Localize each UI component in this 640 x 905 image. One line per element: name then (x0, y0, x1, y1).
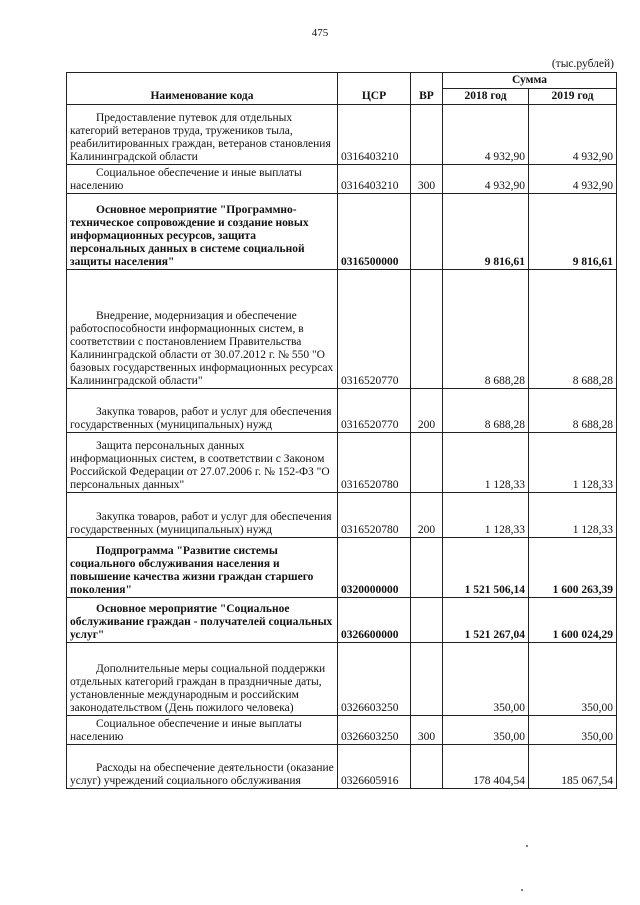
table-row (67, 716, 617, 745)
row-vr (411, 105, 443, 165)
row-name: Закупка товаров, работ и услуг для обеспечения государственных (муниципальных) нужд (67, 493, 338, 538)
scan-speck (521, 889, 523, 891)
row-csr: 0326600000 (338, 598, 411, 643)
row-2018: 4 932,90 (443, 105, 529, 165)
row-vr: 200 (411, 493, 443, 538)
scan-speck (526, 845, 528, 847)
row-2018: 1 521 267,04 (443, 598, 529, 643)
row-2018: 178 404,54 (443, 745, 529, 789)
row-csr: 0316520770 (338, 270, 411, 389)
row-vr (411, 643, 443, 716)
row-name: Предоставление путевок для отдельных категорий ветеранов труда, тружеников тыла, реабилитированных граждан, ветеранов становления Калининградской области (67, 105, 338, 165)
units-note: (тыс.рублей) (551, 58, 614, 70)
table-row (67, 493, 617, 538)
row-2019: 4 932,90 (529, 165, 617, 194)
table-row (67, 538, 617, 598)
row-2018: 350,00 (443, 716, 529, 745)
table-row (67, 165, 617, 194)
row-2018: 9 816,61 (443, 194, 529, 270)
row-vr: 300 (411, 716, 443, 745)
row-2019: 8 688,28 (529, 389, 617, 433)
header-year-2018: 2018 год (443, 89, 529, 105)
row-vr (411, 538, 443, 598)
row-csr: 0316403210 (338, 105, 411, 165)
row-csr: 0326603250 (338, 643, 411, 716)
row-csr: 0326603250 (338, 716, 411, 745)
row-name: Защита персональных данных информационных систем, в соответствии с Законом Российской Федерации от 27.07.2006 г. № 152-ФЗ "О персональных данных" (67, 433, 338, 493)
row-vr: 200 (411, 389, 443, 433)
table-row (67, 194, 617, 270)
header-sum: Сумма (443, 73, 617, 89)
row-2019: 9 816,61 (529, 194, 617, 270)
row-vr: 300 (411, 165, 443, 194)
row-2019: 185 067,54 (529, 745, 617, 789)
row-2019: 8 688,28 (529, 270, 617, 389)
row-vr (411, 433, 443, 493)
row-name: Закупка товаров, работ и услуг для обеспечения государственных (муниципальных) нужд (67, 389, 338, 433)
row-csr: 0320000000 (338, 538, 411, 598)
row-2019: 1 128,33 (529, 433, 617, 493)
row-2019: 350,00 (529, 643, 617, 716)
row-2018: 4 932,90 (443, 165, 529, 194)
row-vr (411, 598, 443, 643)
table-row (67, 598, 617, 643)
row-2019: 350,00 (529, 716, 617, 745)
row-vr (411, 270, 443, 389)
row-csr: 0316520770 (338, 389, 411, 433)
table-row (67, 270, 617, 389)
row-csr: 0326605916 (338, 745, 411, 789)
row-name: Основное мероприятие "Социальное обслуживание граждан - получателей социальных услуг" (67, 598, 338, 643)
header-year-2019: 2019 год (529, 89, 617, 105)
row-2019: 4 932,90 (529, 105, 617, 165)
row-2019: 1 600 263,39 (529, 538, 617, 598)
row-name: Основное мероприятие "Программно-техническое сопровождение и создание новых информационных ресурсов, защита персональных данных в системе социальной защиты населения" (67, 194, 338, 270)
row-name: Подпрограмма "Развитие системы социального обслуживания населения и повышение качества жизни граждан старшего поколения" (67, 538, 338, 598)
table-row (67, 389, 617, 433)
budget-table (66, 72, 617, 789)
row-csr: 0316403210 (338, 165, 411, 194)
row-name: Социальное обеспечение и иные выплаты населению (67, 165, 338, 194)
row-name: Расходы на обеспечение деятельности (оказание услуг) учреждений социального обслуживания (67, 745, 338, 789)
row-2019: 1 600 024,29 (529, 598, 617, 643)
row-2018: 1 128,33 (443, 433, 529, 493)
table-row (67, 105, 617, 165)
row-name: Внедрение, модернизация и обеспечение работоспособности информационных систем, в соответствии с постановлением Правительства Калининградской области от 30.07.2012 г. № 550 "О базовых государственных информационных ресурсах Калининградской области" (67, 270, 338, 389)
header-name: Наименование кода (67, 73, 338, 105)
table-header (67, 73, 617, 105)
table-row (67, 745, 617, 789)
row-2019: 1 128,33 (529, 493, 617, 538)
header-vr: ВР (411, 73, 443, 105)
row-2018: 8 688,28 (443, 389, 529, 433)
row-name: Социальное обеспечение и иные выплаты населению (67, 716, 338, 745)
row-vr (411, 745, 443, 789)
row-2018: 1 521 506,14 (443, 538, 529, 598)
page-number: 475 (311, 27, 329, 39)
row-2018: 8 688,28 (443, 270, 529, 389)
row-vr (411, 194, 443, 270)
row-2018: 350,00 (443, 643, 529, 716)
table-row (67, 643, 617, 716)
row-csr: 0316500000 (338, 194, 411, 270)
row-2018: 1 128,33 (443, 493, 529, 538)
row-csr: 0316520780 (338, 493, 411, 538)
header-csr: ЦСР (338, 73, 411, 105)
row-name: Дополнительные меры социальной поддержки отдельных категорий граждан в праздничные даты, установленные международным и российским законодательством (День пожилого человека) (67, 643, 338, 716)
row-csr: 0316520780 (338, 433, 411, 493)
table-row (67, 433, 617, 493)
